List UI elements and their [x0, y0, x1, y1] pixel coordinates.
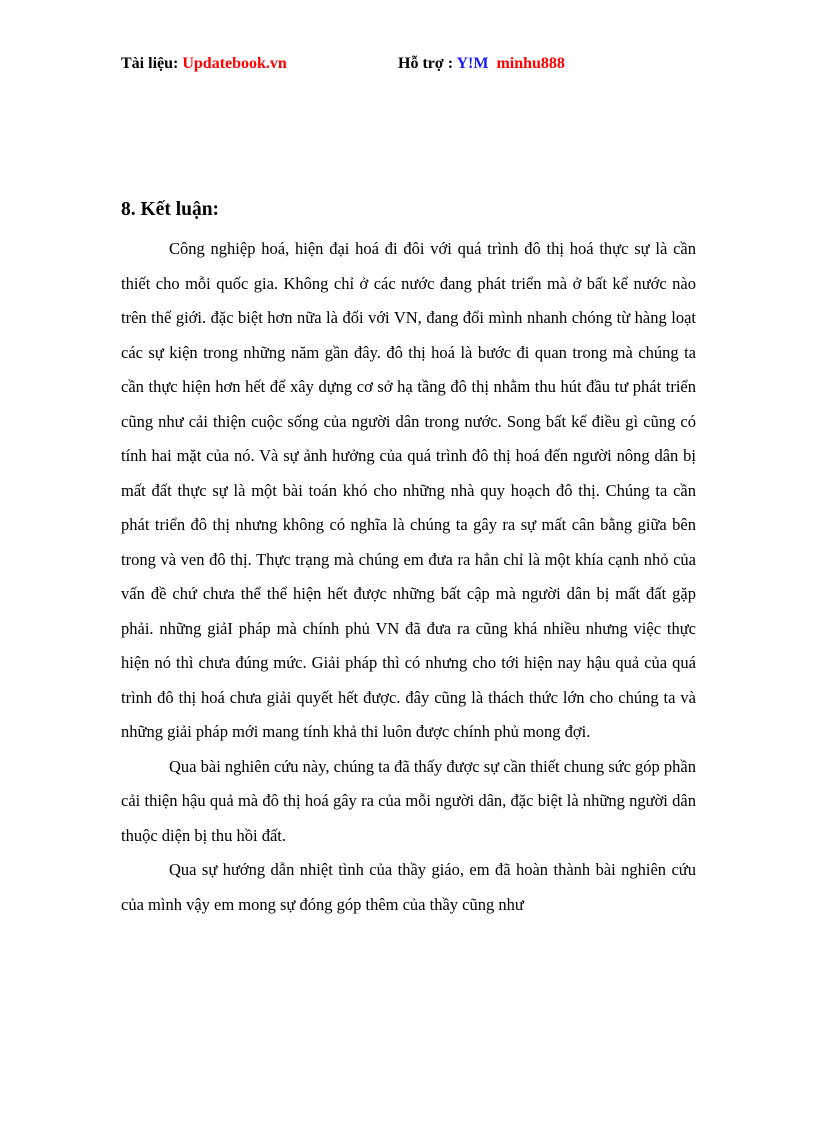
section-heading: 8. Kết luận:: [121, 199, 220, 220]
support-separator: :: [443, 55, 457, 72]
doc-label: Tài liệu: [121, 55, 174, 72]
support-label: Hỗ trợ: [398, 55, 444, 72]
paragraph: Qua bài nghiên cứu này, chúng ta đã thấy được sự cần thiết chung sức góp phần cải thiện hậu quả mà đô thị hoá gây ra của mỗi người dân, đặc biệt là những người dân thuộc diện bị thu hồi đất.: [121, 756, 696, 845]
doc-separator: :: [173, 55, 183, 72]
support-contact: [398, 52, 565, 76]
support-username: minhu888: [496, 55, 565, 72]
support-ym: Y!M: [456, 55, 489, 72]
section-body: [121, 232, 696, 922]
doc-site-link[interactable]: Updatebook.vn: [182, 55, 287, 72]
document-source: [121, 52, 287, 76]
paragraph: Qua sự hướng dẫn nhiệt tình của thầy giáo, em đã hoàn thành bài nghiên cứu của mình vậy em mong sự đóng góp thêm của thầy cũng như: [121, 860, 696, 914]
paragraph: Công nghiệp hoá, hiện đại hoá đi đôi với quá trình đô thị hoá thực sự là cần thiết cho mỗi quốc gia. Không chỉ ở các nước đang phát triển mà ở bất kể nước nào trên thế giới. đặc biệt hơn nữa là đối với VN, đang đổi mình nhanh chóng từ hàng loạt các sự kiện trong những năm gần đây. đô thị hoá là bước đi quan trong mà chúng ta cần thực hiện hơn hết để xây dựng cơ sở hạ tầng đô thị nhằm thu hút đầu tư phát triển cũng như cải thiện cuộc sống của người dân trong nước. Song bất kể điều gì cũng có tính hai mặt của nó. Và sự ảnh hưởng của quá trình đô thị hoá đến người nông dân bị mất đất thực sự là một bài toán khó cho những nhà quy hoạch đô thị. Chúng ta cần phát triển đô thị nhưng không có nghĩa là chúng ta gây ra sự mất cân bằng giữa bên trong và ven đô thị. Thực trạng mà chúng em đưa ra hẳn chỉ là một khía cạnh nhỏ của vấn đề chứ chưa thể thể hiện hết được những bất cập mà người dân bị mất đất gặp phải. những giảI pháp mà chính phủ VN đã đưa ra cũng khá nhiều nhưng việc thực hiện nó thì chưa đúng mức. Giải pháp thì có nhưng cho tới hiện nay hậu quả của quá trình đô thị hoá chưa giải quyết hết được. đây cũng là thách thức lớn cho chúng ta và những giải pháp mới mang tính khả thi luôn được chính phủ mong đợi.: [121, 239, 696, 741]
